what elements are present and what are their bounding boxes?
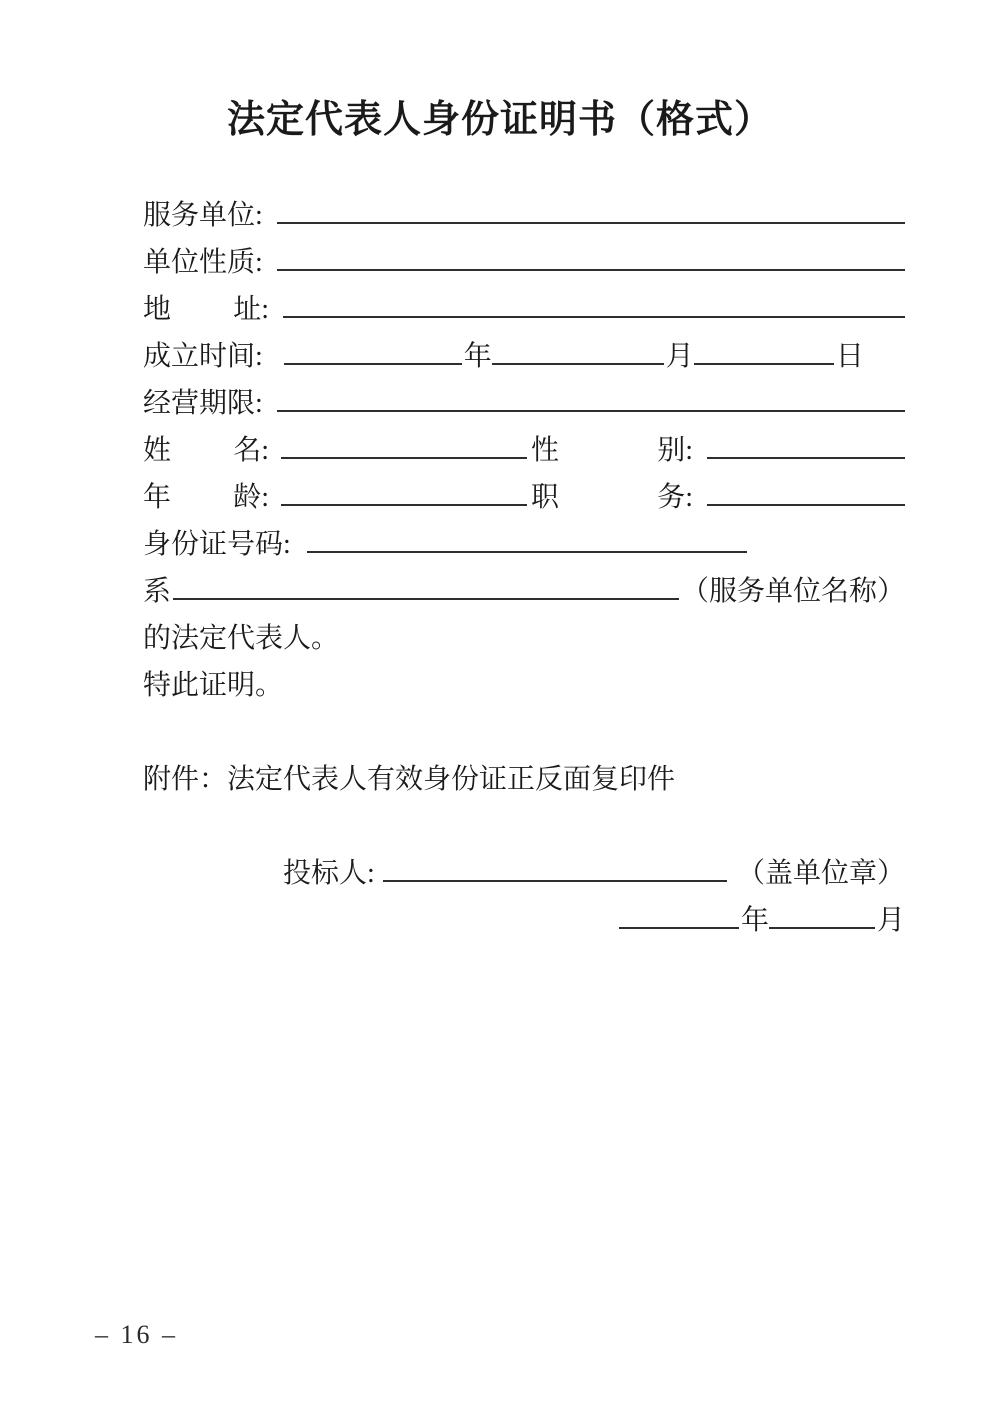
gender-blank-line — [707, 457, 905, 459]
page-title: 法定代表人身份证明书（格式） — [226, 99, 773, 141]
sign-month-suffix: 月 — [876, 905, 905, 936]
legal-rep-statement: 的法定代表人。 — [143, 623, 340, 654]
establish-day-blank-line — [694, 363, 834, 365]
position-blank-line — [707, 504, 905, 506]
id-number-blank-line — [307, 551, 747, 553]
business-term-blank-line — [277, 410, 905, 412]
age-label — [143, 474, 269, 521]
row-is-statement — [143, 568, 905, 615]
bidder-seal-hint: （盖单位章） — [736, 858, 905, 889]
name-blank-line — [281, 457, 527, 459]
row-attachment — [143, 756, 905, 803]
establish-month-suffix: 月 — [665, 341, 694, 372]
row-service-unit — [143, 192, 905, 239]
age-blank-line — [281, 504, 527, 506]
address-label-char1: 地 — [143, 294, 172, 325]
name-label-char2: 名: — [233, 435, 269, 466]
age-label-char2: 龄: — [233, 482, 269, 513]
page-number: – 16 – — [95, 1320, 178, 1349]
establish-day-suffix: 日 — [835, 341, 864, 372]
establish-year-suffix: 年 — [463, 341, 492, 372]
age-label-char1: 年 — [143, 482, 172, 513]
address-label-char2: 址: — [233, 294, 269, 325]
row-bidder — [283, 850, 905, 897]
position-label-char1: 职 — [531, 482, 560, 513]
establish-year-blank-line — [284, 363, 462, 365]
gender-label-char2: 别: — [657, 435, 693, 466]
row-business-term — [143, 380, 905, 427]
form-body — [143, 192, 905, 944]
name-label — [143, 427, 269, 474]
row-id-number — [143, 521, 905, 568]
bidder-label: 投标人: — [283, 858, 375, 889]
business-term-label: 经营期限: — [143, 388, 263, 419]
row-age-position — [143, 474, 905, 521]
sign-year-suffix: 年 — [740, 905, 769, 936]
is-prefix: 系 — [143, 576, 172, 607]
row-unit-nature — [143, 239, 905, 286]
unit-nature-blank-line — [277, 269, 905, 271]
position-label-char2: 务: — [657, 482, 693, 513]
position-label — [531, 474, 693, 521]
gender-label-char1: 性 — [531, 435, 560, 466]
unit-name-hint: （服务单位名称） — [680, 576, 905, 607]
sign-month-blank-line — [769, 927, 875, 929]
row-name-gender — [143, 427, 905, 474]
id-number-label: 身份证号码: — [143, 529, 291, 560]
certify-statement: 特此证明。 — [143, 670, 284, 701]
attachment-label: 附件： — [143, 764, 228, 795]
gender-label — [531, 427, 693, 474]
establish-month-blank-line — [492, 363, 664, 365]
service-unit-blank-line — [277, 222, 905, 224]
bidder-blank-line — [383, 880, 727, 882]
sign-year-blank-line — [619, 927, 739, 929]
service-unit-label: 服务单位: — [143, 200, 263, 231]
unit-name-blank-line — [173, 598, 679, 600]
attachment-text: 法定代表人有效身份证正反面复印件 — [227, 764, 676, 795]
address-label — [143, 286, 269, 333]
row-establish-date — [143, 333, 905, 380]
row-sign-date — [143, 897, 905, 944]
address-blank-line — [283, 316, 905, 318]
row-address — [143, 286, 905, 333]
unit-nature-label: 单位性质: — [143, 247, 263, 278]
name-label-char1: 姓 — [143, 435, 172, 466]
establish-date-label: 成立时间: — [143, 341, 263, 372]
